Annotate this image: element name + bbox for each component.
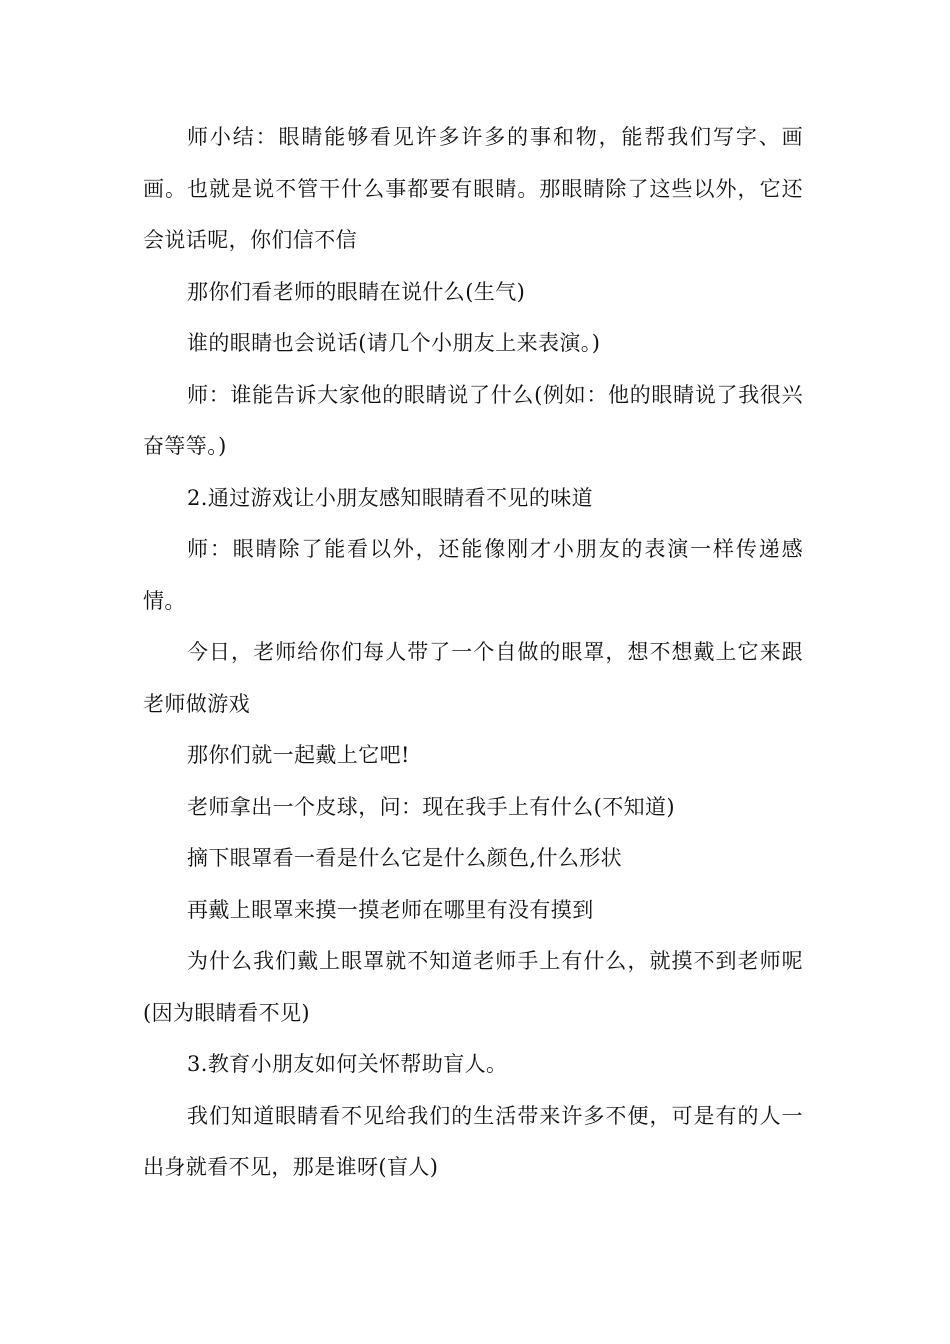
paragraph-take-off-mask: 摘下眼罩看一看是什么它是什么颜色,什么形状	[187, 846, 623, 870]
paragraph-why-cannot: 为什么我们戴上眼罩就不知道老师手上有什么，就摸不到老师呢(因为眼睛看不见)	[143, 949, 803, 1025]
paragraph-blind-people: 我们知道眼睛看不见给我们的生活带来许多不便，可是有的人一出身就看不见，那是谁呀(盲人)	[143, 1103, 803, 1179]
section-heading-2: 2.通过游戏让小朋友感知眼睛看不见的味道	[187, 485, 594, 510]
paragraph-whose-eyes-talk: 谁的眼睛也会说话(请几个小朋友上来表演。)	[187, 331, 601, 355]
paragraph-put-on-mask: 那你们就一起戴上它吧!	[187, 743, 410, 767]
section-heading-3: 3.教育小朋友如何关怀帮助盲人。	[187, 1052, 508, 1076]
document-body	[143, 112, 803, 1194]
paragraph-ball-question: 老师拿出一个皮球，问：现在我手上有什么(不知道)	[187, 794, 675, 819]
paragraph-teacher-summary: 师小结：眼睛能够看见许多许多的事和物，能帮我们写字、画画。也就是说不管干什么事都要有眼睛。那眼睛除了这些以外，它还会说话呢，你们信不信	[143, 125, 803, 252]
paragraph-touch-teacher: 再戴上眼罩来摸一摸老师在哪里有没有摸到	[187, 897, 594, 922]
paragraph-eyes-convey-feelings: 师：眼睛除了能看以外，还能像刚才小朋友的表演一样传递感情。	[143, 537, 803, 613]
paragraph-teacher-eyes-say: 那你们看老师的眼睛在说什么(生气)	[187, 279, 526, 304]
paragraph-eye-mask-game: 今日，老师给你们每人带了一个自做的眼罩，想不想戴上它来跟老师做游戏	[143, 640, 803, 716]
paragraph-what-eyes-said: 师：谁能告诉大家他的眼睛说了什么(例如：他的眼睛说了我很兴奋等等。)	[143, 382, 803, 458]
